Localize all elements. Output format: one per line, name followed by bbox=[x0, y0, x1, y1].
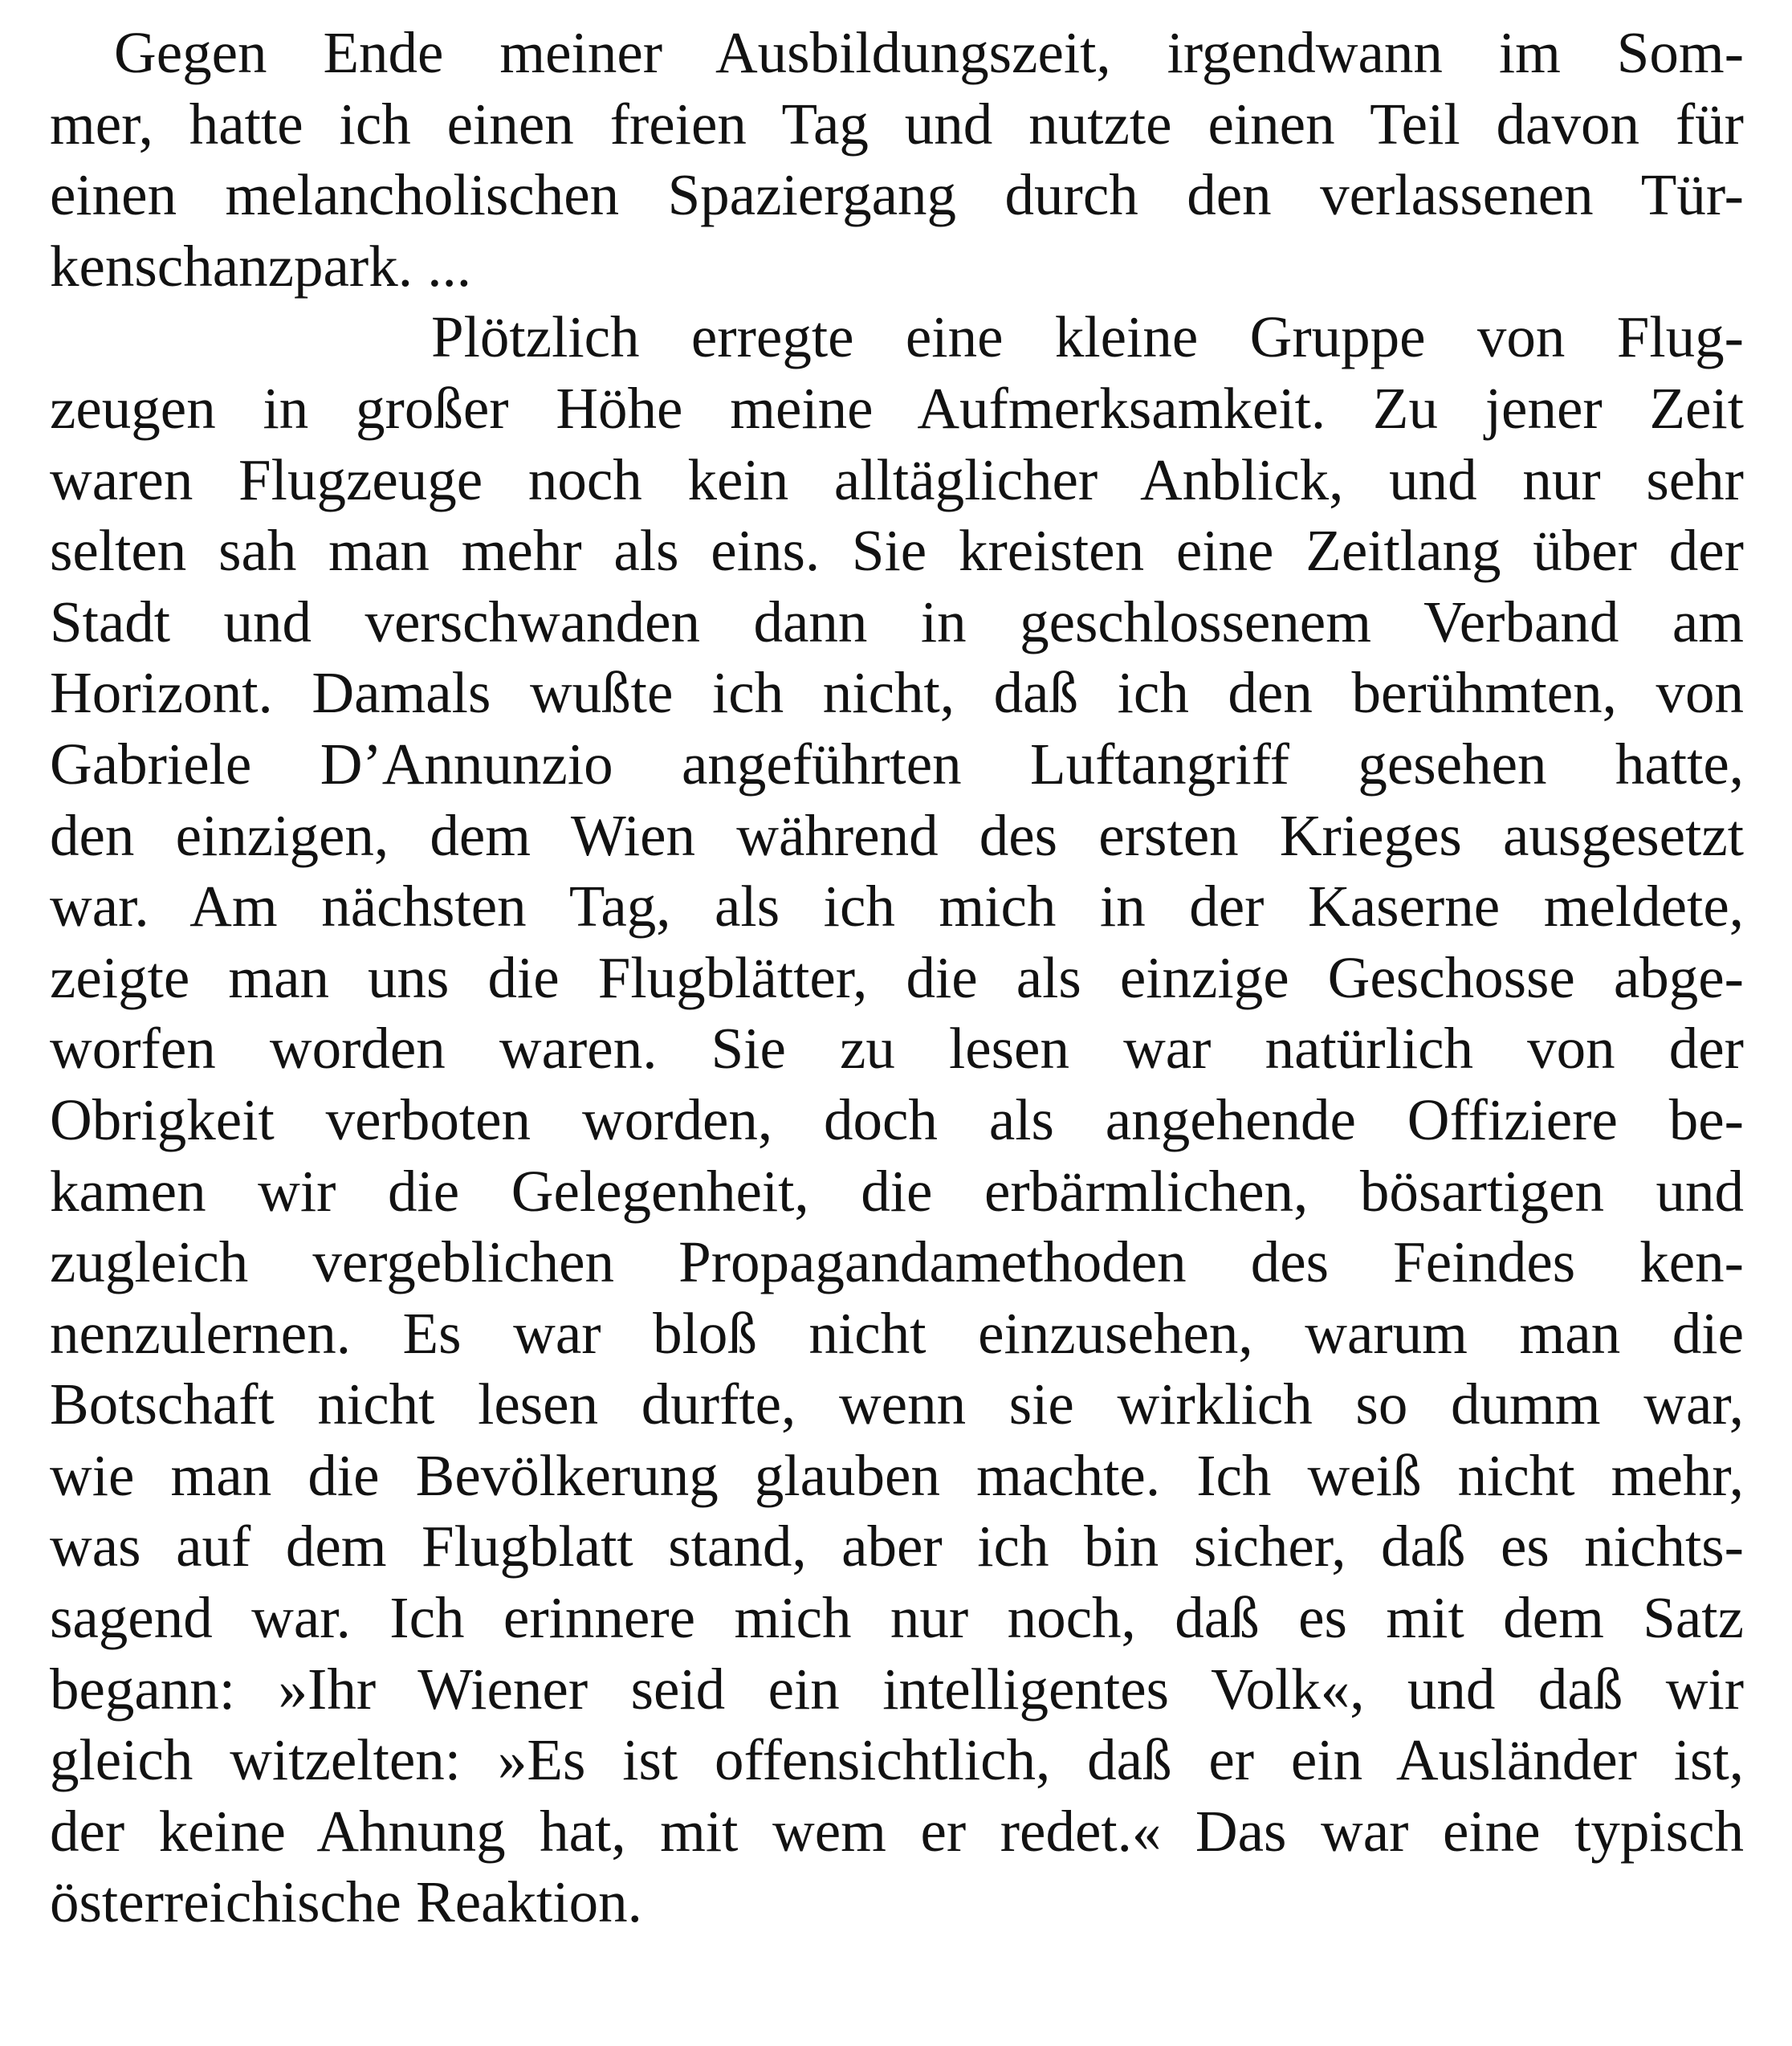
text-line: begann: »Ihr Wiener seid ein intelligentes Volk«, und daß wir bbox=[50, 1656, 1744, 1722]
text-line: Stadt und verschwanden dann in geschlossenem Verband am bbox=[50, 589, 1744, 654]
text-line: Plötzlich erregte eine kleine Gruppe von Flug- bbox=[431, 304, 1744, 370]
text-line: Horizont. Damals wußte ich nicht, daß ich den berühmten, von bbox=[50, 660, 1744, 726]
text-line: waren Flugzeuge noch kein alltäglicher Anblick, und nur sehr bbox=[50, 446, 1744, 512]
text-line: sagend war. Ich erinnere mich nur noch, daß es mit dem Satz bbox=[50, 1585, 1744, 1651]
text-line: österreichische Reaktion. bbox=[50, 1869, 642, 1935]
text-line: zugleich vergeblichen Propagandamethoden des Feindes ken- bbox=[50, 1229, 1744, 1295]
text-line: wie man die Bevölkerung glauben machte. Ich weiß nicht mehr, bbox=[50, 1442, 1744, 1508]
text-line: den einzigen, dem Wien während des ersten Krieges ausgesetzt bbox=[50, 802, 1744, 868]
book-page-text bbox=[50, 18, 1744, 1938]
text-line: mer, hatte ich einen freien Tag und nutzte einen Teil davon für bbox=[50, 91, 1744, 157]
paragraph-2 bbox=[50, 302, 1744, 1938]
text-line: gleich witzelten: »Es ist offensichtlich, daß er ein Ausländer ist, bbox=[50, 1727, 1744, 1793]
text-line: kamen wir die Gelegenheit, die erbärmlichen, bösartigen und bbox=[50, 1158, 1744, 1224]
text-line: zeugen in großer Höhe meine Aufmerksamkeit. Zu jener Zeit bbox=[50, 375, 1744, 441]
text-line: worfen worden waren. Sie zu lesen war natürlich von der bbox=[50, 1016, 1744, 1082]
paragraph-1 bbox=[50, 18, 1744, 302]
text-line: Gegen Ende meiner Ausbildungszeit, irgendwann im Som- bbox=[114, 20, 1744, 85]
text-line: was auf dem Flugblatt stand, aber ich bin sicher, daß es nichts- bbox=[50, 1514, 1744, 1579]
text-line: der keine Ahnung hat, mit wem er redet.« Das war eine typisch bbox=[50, 1798, 1744, 1864]
text-line: zeigte man uns die Flugblätter, die als einzige Geschosse abge- bbox=[50, 944, 1744, 1010]
text-line: Botschaft nicht lesen durfte, wenn sie wirklich so dumm war, bbox=[50, 1371, 1744, 1437]
text-line: einen melancholischen Spaziergang durch den verlassenen Tür- bbox=[50, 162, 1744, 228]
text-line: nenzulernen. Es war bloß nicht einzusehen, warum man die bbox=[50, 1300, 1744, 1366]
text-line: Obrigkeit verboten worden, doch als angehende Offiziere be- bbox=[50, 1086, 1744, 1152]
text-line: selten sah man mehr als eins. Sie kreisten eine Zeitlang über der bbox=[50, 518, 1744, 584]
text-line: war. Am nächsten Tag, als ich mich in der Kaserne meldete, bbox=[50, 874, 1744, 939]
text-line: kenschanzpark. ... bbox=[50, 233, 471, 299]
text-line: Gabriele D’Annunzio angeführten Luftangriff gesehen hatte, bbox=[50, 731, 1744, 797]
